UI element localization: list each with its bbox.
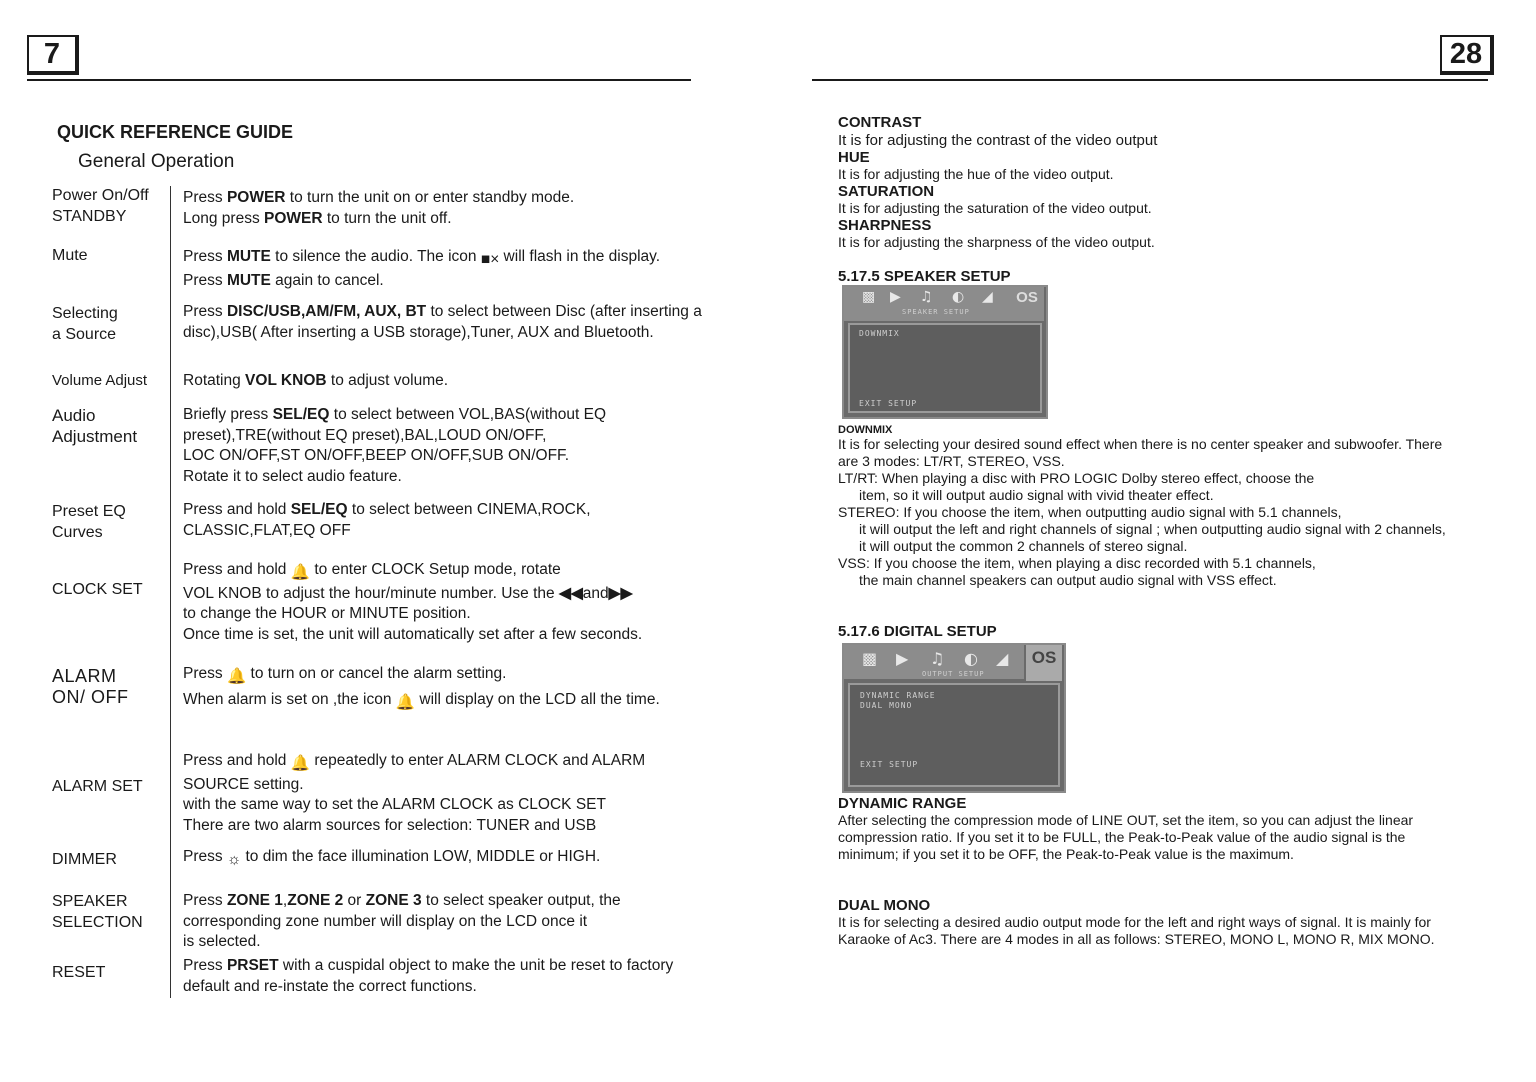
row-desc-mute: Press MUTE to silence the audio. The icon ■× will flash in the display. Press MUTE again to cancel. — [183, 248, 661, 289]
saturation-text: It is for adjusting the saturation of the video output. — [838, 200, 1152, 216]
tv-icon: ▩ — [862, 649, 878, 668]
dual-mono-text: It is for selecting a desired audio output mode for the left and right ways of signal. It is mainly for Karaoke of Ac3. There are 4 modes in all as follows: STEREO, MONO L, MONO R, MIX MONO. — [838, 914, 1435, 947]
downmix-line-4a: VSS: If you choose the item, when playing a disc recorded with 5.1 channels, — [838, 555, 1316, 571]
downmix-heading: DOWNMIX — [838, 424, 893, 436]
language-icon: ▶ — [896, 649, 909, 668]
row-label-reset: RESET — [52, 964, 106, 981]
hue-text: It is for adjusting the hue of the video output. — [838, 166, 1114, 182]
row-label-power: Power On/Off STANDBY — [52, 187, 149, 225]
row-label-volume: Volume Adjust — [52, 372, 148, 389]
quick-reference-title: QUICK REFERENCE GUIDE — [57, 122, 294, 142]
digital-menu-item-dynamic-range: DYNAMIC RANGE — [860, 691, 936, 700]
row-desc-alarm-onoff: Press 🔔 to turn on or cancel the alarm setting. When alarm is set on ,the icon 🔔 will display on the LCD all the time. — [183, 665, 660, 711]
downmix-line-3a: STEREO: If you choose the item, when outputting audio signal with 5.1 channels, — [838, 504, 1342, 520]
digital-menu-item-dual-mono: DUAL MONO — [860, 701, 913, 710]
hue-heading: HUE — [838, 149, 870, 166]
speaker-menu-exit: EXIT SETUP — [859, 399, 918, 408]
sharpness-heading: SHARPNESS — [838, 217, 932, 234]
row-label-clock-set: CLOCK SET — [52, 581, 143, 598]
music-icon: ♫ — [930, 649, 945, 668]
left-header-rule — [27, 79, 691, 81]
os-tab: OS — [1026, 645, 1062, 681]
right-header-rule — [812, 79, 1488, 81]
right-page-number: 28 — [1440, 35, 1494, 75]
downmix-text — [838, 436, 1448, 589]
speaker-icon: ◢ — [982, 289, 993, 305]
row-label-alarm-set: ALARM SET — [52, 778, 143, 795]
digital-setup-menu — [842, 643, 1066, 793]
digital-menu-title: OUTPUT SETUP — [922, 670, 985, 678]
dual-mono-heading: DUAL MONO — [838, 897, 931, 914]
contrast-text: It is for adjusting the contrast of the video output — [838, 132, 1158, 149]
row-label-preset-eq: Preset EQ Curves — [52, 503, 126, 541]
tv-icon: ▩ — [862, 289, 876, 305]
row-desc-clock-set: Press and hold 🔔 to enter CLOCK Setup mode, rotate VOL KNOB to adjust the hour/minute number. Use the ◀◀and▶▶ to change the HOUR or MINUTE position. Once time is set, the unit will automatically set after a few seconds. — [183, 561, 643, 643]
os-tab: OS — [1010, 287, 1044, 321]
digital-setup-heading: 5.17.6 DIGITAL SETUP — [838, 623, 997, 640]
general-operation-subtitle: General Operation — [78, 151, 235, 172]
left-page-number: 7 — [27, 35, 79, 75]
speaker-setup-menu — [842, 285, 1048, 419]
row-desc-reset: Press PRSET with a cuspidal object to make the unit be reset to factory default and re-instate the correct functions. — [183, 957, 674, 995]
dynamic-range-heading: DYNAMIC RANGE — [838, 795, 967, 812]
dynamic-range-text: After selecting the compression mode of LINE OUT, set the item, so you can adjust the linear compression ratio. If you set it to be FULL, the Peak-to-Peak value of the audio signal is the minimum; if you set it to be OFF, the Peak-to-Peak value is the maximum. — [838, 812, 1414, 862]
downmix-line-3b: it will output the left and right channels of signal ; when outputting audio signal with 2 channels, it will output the common 2 channels of stereo signal. — [859, 521, 1446, 554]
row-label-speaker: SPEAKER SELECTION — [52, 893, 143, 931]
row-desc-volume: Rotating VOL KNOB to adjust volume. — [183, 372, 449, 389]
digital-menu-exit: EXIT SETUP — [860, 760, 919, 769]
downmix-line-2a: LT/RT: When playing a disc with PRO LOGIC Dolby stereo effect, choose the — [838, 470, 1315, 486]
sharpness-text: It is for adjusting the sharpness of the video output. — [838, 234, 1155, 250]
row-desc-speaker: Press ZONE 1,ZONE 2 or ZONE 3 to select speaker output, the corresponding zone number will display on the LCD once it is selected. — [183, 892, 621, 950]
row-label-alarm-onoff: ALARM ON/ OFF — [52, 666, 129, 707]
downmix-line-1: It is for selecting your desired sound effect when there is no center speaker and subwoofer. There are 3 modes: LT/RT, STEREO, VSS. — [838, 436, 1443, 469]
row-label-source: Selecting a Source — [52, 305, 118, 343]
speaker-icon: ◢ — [996, 649, 1009, 668]
row-desc-power: Press POWER to turn the unit on or enter standby mode. Long press POWER to turn the unit off. — [183, 189, 575, 227]
color-icon: ◐ — [964, 649, 978, 668]
downmix-line-4b: the main channel speakers can output audio signal with VSS effect. — [859, 572, 1277, 588]
table-divider — [170, 186, 171, 998]
row-label-audio: Audio Adjustment — [52, 406, 138, 446]
row-desc-preset-eq: Press and hold SEL/EQ to select between CINEMA,ROCK, CLASSIC,FLAT,EQ OFF — [183, 501, 591, 539]
saturation-heading: SATURATION — [838, 183, 935, 200]
row-label-mute: Mute — [52, 247, 88, 264]
row-desc-audio: Briefly press SEL/EQ to select between VOL,BAS(without EQ preset),TRE(without EQ preset),BAL,LOUD ON/OFF, LOC ON/OFF,ST ON/OFF,BEEP ON/OFF,SUB ON/OFF. Rotate it to select audio feature. — [183, 406, 607, 485]
row-desc-source: Press DISC/USB,AM/FM, AUX, BT to select between Disc (after inserting a disc),USB( After inserting a USB storage),Tuner, AUX and Bluetooth. — [183, 303, 702, 341]
speaker-menu-item-downmix: DOWNMIX — [859, 329, 900, 338]
speaker-setup-heading: 5.17.5 SPEAKER SETUP — [838, 268, 1011, 285]
contrast-heading: CONTRAST — [838, 114, 922, 131]
row-desc-alarm-set: Press and hold 🔔 repeatedly to enter ALARM CLOCK and ALARM SOURCE setting. with the same way to set the ALARM CLOCK as CLOCK SET There are two alarm sources for selection: TUNER and USB — [183, 752, 646, 834]
row-desc-dimmer: Press ☼ to dim the face illumination LOW, MIDDLE or HIGH. — [183, 848, 601, 868]
speaker-menu-title: SPEAKER SETUP — [902, 308, 970, 316]
music-icon: ♫ — [920, 289, 933, 305]
downmix-line-2b: item, so it will output audio signal with vivid theater effect. — [859, 487, 1214, 503]
language-icon: ▶ — [890, 289, 901, 305]
row-label-dimmer: DIMMER — [52, 851, 117, 868]
color-icon: ◐ — [952, 289, 965, 305]
